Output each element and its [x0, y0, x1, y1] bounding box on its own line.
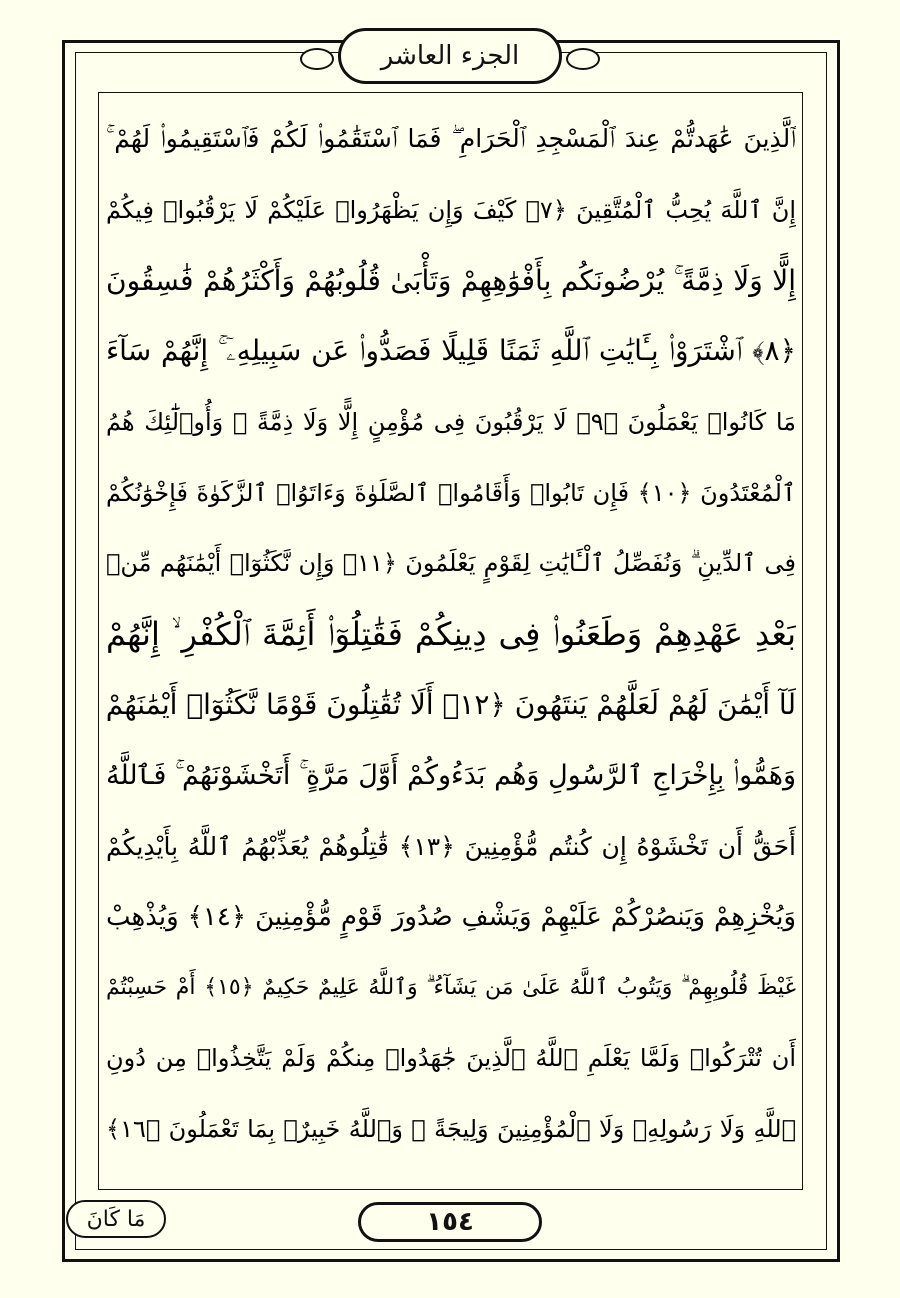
catchword-box — [66, 1200, 166, 1238]
catchword: مَا كَانَ — [86, 1206, 146, 1232]
text-line: إِنَّ ٱللَّهَ يُحِبُّ ٱلْمُتَّقِينَ ﴿٧﴾ كَيْفَ وَإِن يَظْهَرُوا۟ عَلَيْكُمْ لَا يَرْقُبُوا۟ فِيكُمْ — [106, 196, 796, 225]
juz-title: الجزء العاشر — [380, 41, 520, 71]
text-line: لَآ أَيْمَٰنَ لَهُمْ لَعَلَّهُمْ يَنتَهُونَ ﴿١٢﴾ أَلَا تُقَٰتِلُونَ قَوْمًا نَّكَثُوٓا۟ أَيْمَٰنَهُمْ — [106, 688, 796, 722]
page-number: ١٥٤ — [426, 1207, 474, 1237]
text-line: مَا كَانُوا۟ يَعْمَلُونَ ﴿٩﴾ لَا يَرْقُبُونَ فِى مُؤْمِنٍ إِلًّا وَلَا ذِمَّةً ۚ وَأُو۟لَٰٓئِكَ هُمُ — [106, 408, 796, 437]
text-line: ٱلَّذِينَ عَٰهَدتُّمْ عِندَ ٱلْمَسْجِدِ ٱلْحَرَامِ ۖ فَمَا ٱسْتَقَٰمُوا۟ لَكُمْ فَٱسْتَقِيمُوا۟ لَهُمْ ۚ — [106, 124, 796, 154]
text-line: ﴿٨﴾ ٱشْتَرَوْا۟ بِـَٔايَٰتِ ٱللَّهِ ثَمَنًا قَلِيلًا فَصَدُّوا۟ عَن سَبِيلِهِۦٓ ۚ إِنَّهُمْ سَآءَ — [106, 334, 796, 368]
text-line: أَحَقُّ أَن تَخْشَوْهُ إِن كُنتُم مُّؤْمِنِينَ ﴿١٣﴾ قَٰتِلُوهُمْ يُعَذِّبْهُمُ ٱللَّهُ بِأَيْدِيكُمْ — [106, 831, 796, 861]
text-line: وَيُخْزِهِمْ وَيَنصُرْكُمْ عَلَيْهِمْ وَيَشْفِ صُدُورَ قَوْمٍ مُّؤْمِنِينَ ﴿١٤﴾ وَيُذْهِبْ — [106, 901, 796, 932]
text-line: فِى ٱلدِّينِ ۗ وَنُفَصِّلُ ٱلْـَٔايَٰتِ لِقَوْمٍ يَعْلَمُونَ ﴿١١﴾ وَإِن نَّكَثُوٓا۟ أَيْمَٰنَهُم مِّنۢ — [106, 549, 796, 578]
text-line: وَهَمُّوا۟ بِإِخْرَاجِ ٱلرَّسُولِ وَهُم بَدَءُوكُمْ أَوَّلَ مَرَّةٍ ۚ أَتَخْشَوْنَهُمْ ۚ فَٱللَّهُ — [106, 759, 796, 791]
juz-header — [338, 28, 562, 84]
text-line: أَن تُتْرَكُوا۟ وَلَمَّا يَعْلَمِ ٱللَّهُ ٱلَّذِينَ جَٰهَدُوا۟ مِنكُمْ وَلَمْ يَتَّخِذُوا۟ مِن دُونِ — [106, 1044, 796, 1073]
text-line: ٱللَّهِ وَلَا رَسُولِهِۦ وَلَا ٱلْمُؤْمِنِينَ وَلِيجَةً ۚ وَٱللَّهُ خَبِيرٌۢ بِمَا تَعْمَلُونَ ﴿١٦﴾ — [106, 1114, 796, 1143]
header-left-ornament-icon — [300, 48, 334, 70]
text-line: ٱلْمُعْتَدُونَ ﴿١٠﴾ فَإِن تَابُوا۟ وَأَقَامُوا۟ ٱلصَّلَوٰةَ وَءَاتَوُا۟ ٱلزَّكَوٰةَ فَإِخْوَٰنُكُمْ — [106, 478, 796, 507]
text-line: بَعْدِ عَهْدِهِمْ وَطَعَنُوا۟ فِى دِينِكُمْ فَقَٰتِلُوٓا۟ أَئِمَّةَ ٱلْكُفْرِ ۙ إِنَّهُمْ — [106, 614, 796, 653]
page-number-box — [358, 1202, 542, 1242]
header-right-ornament-icon — [566, 48, 600, 70]
verse-lines — [106, 104, 796, 1164]
text-line: غَيْظَ قُلُوبِهِمْ ۗ وَيَتُوبُ ٱللَّهُ عَلَىٰ مَن يَشَآءُ ۗ وَٱللَّهُ عَلِيمٌ حَكِيمٌ ﴿١٥﴾ أَمْ حَسِبْتُمْ — [106, 975, 796, 1001]
text-line: إِلًّا وَلَا ذِمَّةً ۚ يُرْضُونَكُم بِأَفْوَٰهِهِمْ وَتَأْبَىٰ قُلُوبُهُمْ وَأَكْثَرُهُمْ فَٰسِقُونَ — [106, 263, 796, 297]
